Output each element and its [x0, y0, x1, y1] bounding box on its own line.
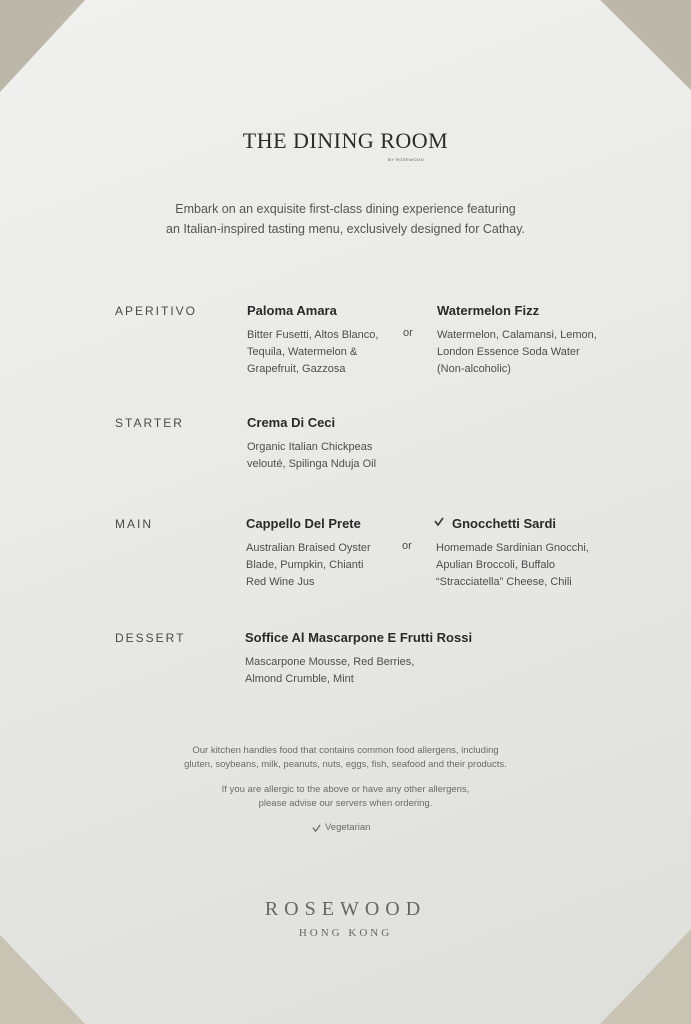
intro-line: Embark on an exquisite first-class dining experience featuring: [175, 202, 516, 216]
dish-description: Mascarpone Mousse, Red Berries, Almond Crumble, Mint: [245, 656, 415, 685]
or-separator: or: [403, 327, 413, 339]
dish-name: Paloma Amara: [247, 303, 337, 318]
brand-logo: ROSEWOOD: [264, 898, 427, 920]
dish-description: Bitter Fusetti, Altos Blanco, Tequila, Watermelon & Grapefruit, Gazzosa: [247, 329, 379, 375]
brand-location: HONG KONG: [298, 927, 393, 939]
menu-title-subtitle: BY ROSEWOOD: [388, 157, 425, 162]
course-label-dessert: DESSERT: [115, 631, 186, 645]
vegetarian-leaf-icon: [312, 824, 321, 833]
dish-description: Homemade Sardinian Gnocchi, Apulian Broccoli, Buffalo “Stracciatella” Cheese, Chili: [436, 542, 589, 588]
dish-name: Watermelon Fizz: [437, 303, 540, 318]
menu-title: THE DINING ROOM: [242, 128, 449, 153]
course-label-main: MAIN: [115, 517, 153, 531]
allergen-advice: If you are allergic to the above or have any other allergens, please advise our servers when ordering.: [221, 784, 470, 809]
dish-name: Gnocchetti Sardi: [452, 516, 557, 531]
dish-description: Organic Italian Chickpeas velouté, Spilinga Nduja Oil: [247, 441, 377, 470]
dish-name: Soffice Al Mascarpone E Frutti Rossi: [245, 630, 473, 645]
vegetarian-legend: Vegetarian: [325, 822, 371, 833]
intro-text: [0, 199, 691, 239]
dish-name: Crema Di Ceci: [247, 415, 336, 430]
intro-line: an Italian-inspired tasting menu, exclusively designed for Cathay.: [166, 222, 525, 236]
course-label-aperitivo: APERITIVO: [115, 304, 198, 318]
or-separator: or: [402, 540, 412, 552]
allergen-notice: Our kitchen handles food that contains common food allergens, including gluten, soybeans, milk, peanuts, nuts, eggs, fish, seafood and their products.: [184, 745, 507, 770]
course-label-starter: STARTER: [115, 416, 184, 430]
vegetarian-leaf-icon: [434, 517, 444, 527]
dish-description: Watermelon, Calamansi, Lemon, London Essence Soda Water (Non-alcoholic): [437, 329, 597, 375]
dish-name: Cappello Del Prete: [246, 516, 361, 531]
dish-description: Australian Braised Oyster Blade, Pumpkin, Chianti Red Wine Jus: [246, 542, 371, 588]
